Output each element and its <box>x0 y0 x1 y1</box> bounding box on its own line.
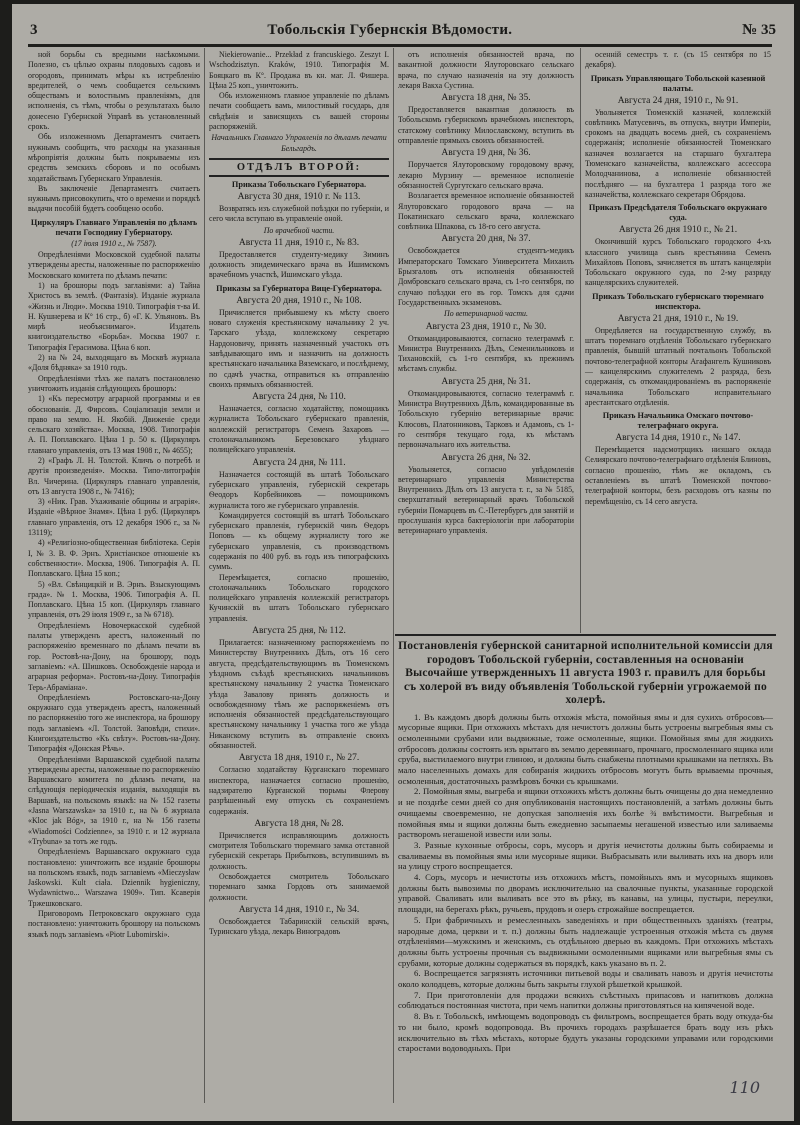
paragraph: Опредѣленіями Варшавской судебной палаты утверждены аресты, наложенные по распоряженію Варшавскаго комитета по дѣламъ печати, на слѣдующія періодическія изданія, выходящія въ Варшавѣ, на польскомъ языкѣ: на № 152 газеты «Jasna Warszawska» за 1910 г., на № 6 журнала «Kloc jak Bóg», за 1910 г., на № 156 газеты «Wiadomości Codzienne», за 1910 г. и 12 журнала «Trybuna» за тотъ же годъ. <box>28 754 200 846</box>
regulation-paragraph: 2. Помойныя ямы, выгреба и ящики отхожихъ мѣстъ должны быть очищены до дна немедленно и не позднѣе семи дней со дня опубликованія настоящихъ постановленій, а затѣмъ должны быть очищаемы своевременно, не допуская заполненія ихъ болѣе ¾ вмѣстимости. Выгребныя и помойныя ямы и ящики должны быть ежедневно засыпаемы негашеной известью или заливаемы растворомъ негашеной извести или золы. <box>398 786 773 840</box>
regulation-paragraph: 6. Воспрещается загрязнять источники питьевой воды и сваливать навозъ и другія нечистоты около колодцевъ, которые должны быть закрыты глухой рѣшеткой крышкой. <box>398 968 773 990</box>
section-heading: Приказъ Предсѣдателя Тобольскаго окружнаго суда. <box>588 203 768 223</box>
paragraph: Откомандировываются, согласно телеграммѣ г. Министра Внутреннихъ Дѣлъ, командированные въ Тобольскую губернію ветеринарные врачи: Клюсовъ, Платонниковъ, Тарковъ и Адамовъ, съ 1-го сентября текущаго года, къ мѣстамъ первоначальнаго ихъ жительства. <box>398 388 574 450</box>
paragraph: Увольняется Тюменскій казначей, коллежскій совѣтникъ Матусевичъ, въ отпускъ, внутри Имперіи, срокомъ на двадцать восемь дней, съ сохраненіемъ содержанія; исполненіе обязанностей Тюменскаго казначея возлагается на старшаго бухгалтера Тюменскаго казначейства, коллежскаго ассессора Молодчанинова, а исполненіе обязанностей послѣдняго — на бухгалтера 1 разряда того же казначейства, коллежскаго секретаря Обрядова. <box>585 107 771 199</box>
order-date: Августа 18 дня, 1910 г., № 27. <box>238 753 360 764</box>
paragraph: Поручается Ялуторовскому городовому врачу, лекарю Мурзину — временное исполненіе обязанностей Сургутскаго сельскаго врача. <box>398 160 574 190</box>
paragraph: 4) «Религіозно-общественная библіотека. Серія I, № 3. В. Ф. Эрнъ. Христіанское отношеніе къ собственности». Москва, 1906. Типографія А. П. Поплавскаго. Цѣна 15 коп.; <box>28 538 200 579</box>
order-date: Августа 19 дня, № 36. <box>441 148 531 159</box>
newspaper-title: Тобольскія Губернскія Вѣдомости. <box>267 21 513 38</box>
column-divider <box>393 48 394 1103</box>
italic-subheading: По ветеринарной части. <box>444 309 528 319</box>
italic-subheading: (17 іюля 1910 г., № 7587). <box>71 238 157 248</box>
order-date: Августа 24 дня, № 111. <box>252 457 346 468</box>
paragraph: ной борьбы съ вредными насѣкомыми. Полезно, съ цѣлью охраны плодовыхъ садовъ и огородовъ, принимать мѣры къ истребленію вредителей, о чемъ сообщается сельскимъ обществамъ и волостнымъ правленіямъ, для исполненія, съ тѣмъ, чтобы о результатахъ было донесено Губернской Управѣ въ установленный срокъ. <box>28 50 200 132</box>
paragraph: 5) «Вл. Свѣнцицкій и В. Эрнъ. Взыскующимъ града». № 1. Москва, 1906. Типографія А. П. Поплавскаго. Цѣна 15 коп. (Циркуляръ главнаго управленія, отъ 29 іюля 1909 г., за № 6718). <box>28 579 200 620</box>
order-date: Августа 25 дня, № 31. <box>441 376 531 387</box>
regulation-paragraph: 1. Въ каждомъ дворѣ должны быть отхожія мѣста, помойныя ямы и для сухихъ отбросовъ—мусорные ящики. При отхожихъ мѣстахъ для нечистотъ должны быть устроены выгребныя ямы съ осмоленными срубами или выдвижные, тоже осмоленные, ящики. Помойныя ямы для жидкихъ отбросовъ должны состоять изъ врытаго въ землю деревяннаго, прочнаго, просмоленнаго ящика или сруба, выстилаемого внутри глиною, и должны быть снабжены плотными крышками на петляхъ. Въ мало населенныхъ домахъ для собиранія жидкихъ отбросовъ могутъ быть врываемы прочныя, осмоленныя, достаточныхъ размѣровъ бочки съ крышками. <box>398 711 773 786</box>
paragraph: 2) на № 24, выходящаго въ Москвѣ журнала «Доля бѣдняка» за 1910 годъ. <box>28 353 200 373</box>
order-date: Августа 24 дня, № 110. <box>252 392 346 403</box>
regulation-paragraph: 7. При приготовленіи для продажи всякихъ съѣстныхъ припасовъ и напитковъ должна соблюдаться постоянная чистота, при чемъ напитки должны приготовляться на кипяченой воде. <box>398 989 773 1011</box>
paragraph: Назначается, согласно ходатайству, помощникъ журналиста Тобольскаго губернскаго правленія, коллежскій регистраторъ Семенъ Захаровъ — столоначальникомъ Березовскаго уѣзднаго полицейскаго управленія. <box>209 404 389 455</box>
paragraph: Niekierowanie... Przekład z francuskiego. Zeszyt I. Wschodzisztyn. Kraków, 1910. Типографія М. Бояцкаго въ К°. Продажа въ кн. маг. Л. Фишера. Цѣна 25 коп., уничтожить. <box>209 50 389 90</box>
header-rule <box>28 44 772 47</box>
column-divider <box>580 48 581 633</box>
paragraph: Окончившій курсъ Тобольскаго городского 4-хъ классного училища сынъ крестьянина Семенъ Михайловъ Поповъ, зачисляется въ штатъ канцеляріи Тобольскаго окружного суда, по 2-му разряду канцелярскихъ служителей. <box>585 237 771 288</box>
paragraph: Увольняется, согласно увѣдомленія ветеринарнаго управленія Министерства Внутреннихъ Дѣлъ отъ 13 августа т. г., за № 5185, сверхштатный ветеринарный врачъ Тобольской губерніи Помарцевъ въ С.-Петербургъ для занятій и прослушанія курса бактеріологіи при лабораторіи ветеринарнаго управленія. <box>398 464 574 536</box>
paragraph: Предоставляется вакантная должность въ Тобольскомъ губернскомъ врачебномъ инспекторъ, статскому совѣтнику Милославскому, вступить въ отправленіе прямыхъ своихъ обязанностей. <box>398 105 574 146</box>
section-heading: Приказы за Губернатора Вице-Губернатора. <box>216 283 382 293</box>
department-heading: ОТДѢЛЪ ВТОРОЙ: <box>209 158 389 177</box>
regulation-paragraph: 5. При фабричныхъ и ремесленныхъ заведеніяхъ и при общественныхъ зданіяхъ (театры, народные дома, церкви и т. п.) должны быть надлежащіе устроенныя отхожія мѣста съ двумя отдѣленіями—мужскимъ и женскимъ, съ отдѣльною дверью въ каждомъ. При отхожихъ мѣстахъ должны быть устроены прочныя съ выдвижными осмоленными ящиками или выгребныя ямы съ срубами, которые должны содержаться въ порядкѣ, какъ указано въ п. 2. <box>398 914 773 968</box>
paragraph: 1) «Къ пересмотру аграрной программы и ея обоснованія. Д. Фирсовъ. Соціализація земли и право на землю. Н. Якобій. Движеніе среди сельскаго хозяйства». Москва, 1908. Типографія А. П. Поплавскаго. Цѣна 1 р. 50 к. (Циркуляръ главнаго управленія, отъ 13 мая 1908 г., № 4655); <box>28 394 200 455</box>
column-3 <box>398 50 574 537</box>
regulation-list <box>398 712 773 1055</box>
paragraph: Опредѣляется на государственную службу, въ штатъ тюремнаго отдѣленія Тобольскаго губернскаго правленія, бывшій штатный почтальонъ Тобольской почтово-телеграфной конторы Агафангелъ Кушниковъ — канцелярскимъ служителемъ 2 разряда, безъ содержанія, съ откомандированіемъ въ распоряженіе начальника Тобольскаго исправительнаго арестантскаго отдѣленія. <box>585 325 771 407</box>
column-4 <box>585 50 771 507</box>
order-date: Августа 20 дня, 1910 г., № 108. <box>236 295 362 306</box>
order-date: Августа 25 дня, № 112. <box>252 626 346 637</box>
paragraph: Согласно ходатайству Курганскаго тюремнаго инспектора, назначается согласно прошенію, надзирателю Курганской тюрьмы Флерову разрѣшенный ему отпускъ съ сохраненіемъ содержанія. <box>209 765 389 816</box>
paragraph: Обь изложенномъ главное управленіе по дѣламъ печати сообщаетъ вамъ, милостивый государь, для свѣдѣнія и зависящихъ съ вашей стороны распоряженій. <box>209 91 389 132</box>
paragraph: 2) «Графъ Л. Н. Толстой. Кличъ о потребѣ и другія произведенія». Москва. Типо-литографія Вл. Чичерина. (Циркуляръ главнаго управленія, отъ 13 августа 1908 г., № 7416); <box>28 455 200 496</box>
paragraph: Назначается состоящій въ штатѣ Тобольскаго губернскаго управленія, губернскій секретарь Ѳеодоръ Корбейниковъ — помощникомъ журналиста того же губернскаго управленія. <box>209 469 389 510</box>
paragraph: 1) на брошюры подъ заглавіями: а) Тайна Христосъ въ землѣ. (Фантазія). Изданіе журнала «Жизнь и Люди». Москва 1910. Типографія т-ва И. Н. Кушнерева и К° 16 стр., б) «Г. К. Ульяновъ. Въ мирѣ необъяснимаго». Издатель книгоиздательство «Борьба». Москва 1907 г. Типографія Герасимова. Цѣна 6 коп. <box>28 280 200 352</box>
column-1 <box>28 50 200 940</box>
order-date: Августа 26 дня 1910 г., № 21. <box>618 225 738 236</box>
regulation-paragraph: 8. Въ г. Тобольскѣ, имѣющемъ водопроводъ съ фильтромъ, воспрещается брать воду откуда-бы то ни было, кромѣ водопровода. Въ прочихъ городахъ разрѣшается брать воду изъ рѣкъ исключительно въ тѣхъ мѣстахъ, которые будутъ указаны городскими управами или городскими старостами водоводныхъ. При <box>398 1011 773 1054</box>
paragraph: Возвратясь изъ служебной поѣздки по губерніи, и сего числа вступаю въ управленіе оной. <box>209 203 389 224</box>
paragraph: Прилагается: назначенному распоряженіемъ по Министерству Внутреннихъ Дѣлъ, отъ 16 сего августа, предсѣдательствующимъ въ Тюменскомъ уѣздномъ съѣздѣ крестьянскихъ начальниковъ крестьянскому начальнику 2 участка Тюменскаго уѣзда Завалову принять должность и освобожденному тѣмъ же распоряженіемъ отъ исполненія обязанностей предсѣдательствующаго крестьянскому начальнику 1 участка того же уѣзда Никанскому вступить въ отправленіе своихъ обязанностей. <box>209 638 389 751</box>
section-heading: Приказъ Тобольскаго губернскаго тюремнаго инспектора. <box>592 291 764 311</box>
italic-subheading: Начальникъ Главнаго Управленія по дѣламъ печати Бельгардъ. <box>211 133 387 153</box>
paragraph: Предоставляется студенту-медику Зиминъ должность эпидемическаго врача въ Ишимскомъ врачебномъ участкѣ, Ишимскаго уѣзда. <box>209 249 389 280</box>
sanitary-title: Постановленія губернской санитарной исполнительной комиссіи для городовъ Тобольской губерніи, составленныя на основаніи Высочайше утвержденныхъ 11 августа 1903 г. правилъ для борьбы съ холерой въ виду объявленія Тобольской губерніи угрожаемой по холерѣ. <box>398 640 773 706</box>
section-heading: Приказъ Управляющаго Тобольской казенной палаты. <box>590 73 766 93</box>
paragraph: Освобождается Табаринскій сельскій врачъ, Туринскаго уѣзда, лекарь Виноградовъ <box>209 916 389 937</box>
paragraph: Причисляется прибывшему къ мѣсту своего новаго служенія крестьянскому начальнику 2 уч. Тарскаго уѣзда, коллежскому секретарю Нардоновичу, принять назначенный участокъ отъ завѣдывающаго имъ и назначить на должность крестьянскаго начальника Вяземскаго, и послѣднему, по сдачѣ участка, отправиться къ отправленію своихъ прямыхъ обязанностей. <box>209 307 389 389</box>
paragraph: Опредѣленіемъ Варшавскаго окружнаго суда постановлено: уничтожить все изданіе брошюры на польскомъ языкѣ, подъ заглавіемъ «Mieczysław Jaśkowski. Kult ciała. Dziennik hygieniczny, Wydawnictwo... Warszawa 1909». Тип. Ксаверія Тржешковскаго. <box>28 847 200 908</box>
paragraph: Командируется состоящій въ штатѣ Тобольскаго губернскаго правленія, губернскій чинъ Ѳедоръ Поповъ — къ общему журналисту того же губернскаго управленія, съ производствомъ содержанія по 400 руб. въ годъ изъ типографскихъ суммъ. <box>209 510 389 572</box>
paragraph: Въ заключеніе Департаментъ считаетъ нужнымъ присовокупить, что о времени и порядкѣ выдачи пособій будетъ сообщено особо. <box>28 183 200 214</box>
section-heading: Приказъ Начальника Омскаго почтово-телеграфнаго округа. <box>602 411 754 431</box>
paragraph: 3) «Ник. Грав. Ухаживаніе общины и аграрія». Изданіе «Вѣрное Знамя». Цѣна 1 руб. (Циркуляръ главнаго управленія, отъ 12 декабря 1906 г., за № 13119); <box>28 497 200 538</box>
regulation-paragraph: 3. Разные кухонные отбросы, соръ, мусоръ и другія нечистоты должны быть собираемы и сваливаемы въ помойныя ямы или мусорные ящики. Выбрасывать или выливать ихъ на дворъ или на улицу строго воспрещается. <box>398 839 773 872</box>
order-date: Августа 23 дня, 1910 г., № 30. <box>425 321 547 332</box>
order-date: Августа 14 дня, 1910 г., № 34. <box>238 904 360 915</box>
masthead <box>30 16 776 44</box>
order-date: Августа 18 дня, № 28. <box>254 818 344 829</box>
issue-number: № 35 <box>742 21 776 38</box>
page-number: 3 <box>30 21 38 38</box>
order-date: Августа 30 дня, 1910 г. № 113. <box>237 191 361 202</box>
regulation-paragraph: 4. Соръ, мусоръ и нечистоты изъ отхожихъ мѣстъ, помойныхъ ямъ и мусорныхъ ящиковъ должны быть вывозимы по дворамъ исключительно на свалочные пункты, указанные городской управой. Сваливать или выливать все это въ рѣку, въ канавы, на улицы, пустыри, переулки, площади, на берегахъ рѣкъ, ручьевъ, прудовъ и озеръ строжайше воспрещается. <box>398 872 773 915</box>
paragraph: Приговоромъ Петроковскаго окружнаго суда постановлено: уничтожить брошюру на польскомъ языкѣ подъ заглавіемъ «Piotr Lubomirski». <box>28 909 200 939</box>
column-2 <box>209 50 389 937</box>
order-date: Августа 20 дня, № 37. <box>441 234 531 245</box>
paragraph: Освобождается студентъ-медикъ Императорскаго Томскаго Университета Михаилъ Брызгаловъ отъ исполненія обязанностей Домбровскаго сельскаго врача, съ 1-го сентября, по случаю поѣздки его въ гор. Томскъ для сдачи Государственныхъ экзаменовъ. <box>398 246 574 307</box>
paragraph: Перемѣщается, согласно прошенію, столоначальникъ Тобольскаго городского полицейскаго управленія коллежскій регистраторъ Кучинскій въ штатъ Тобольскаго губернскаго управленія. <box>209 572 389 623</box>
order-date: Августа 24 дня, 1910 г., № 91. <box>617 95 739 106</box>
sanitary-regulations <box>398 640 773 1054</box>
paragraph: осенній семестръ т. г. (съ 15 сентября по 15 декабря). <box>585 50 771 70</box>
italic-subheading: По врачебной части. <box>263 225 335 235</box>
paragraph: отъ исполненія обязанностей врача, по вакантной должности Ялуторовскаго сельскаго врача, по случаю назначенія на эту должность лекаря Вакха Сустина. <box>398 50 574 90</box>
paragraph: Освобождается смотритель Тобольскаго тюремнаго замка Гордовъ отъ занимаемой должности. <box>209 872 389 902</box>
order-date: Августа 18 дня, № 35. <box>441 93 531 104</box>
section-heading: Приказы Тобольскаго Губернатора. <box>231 179 367 189</box>
section-rule <box>395 634 776 636</box>
order-date: Августа 21 дня, 1910 г., № 19. <box>617 313 739 324</box>
order-date: Августа 26 дня, № 32. <box>441 452 531 463</box>
column-divider <box>204 48 205 1103</box>
paragraph: Причисляется исправляющимъ должность смотрителя Тобольскаго тюремнаго замка отставной губернскій секретарь Прибытковъ, вступившимъ въ должность. <box>209 830 389 871</box>
paragraph: Опредѣленіемъ Новочеркасской судебной палаты утвержденъ арестъ, наложенный по распоряженію временнаго по дѣламъ печати въ гор. Ростовѣ-на-Дону, на брошюру, подъ заглавіемъ: «А. Шишковъ. Освобожденіе народа и аграрная реформа». Ростовъ-на-Дону. Типографія Терь-Абраміана». <box>28 620 200 692</box>
order-date: Августа 11 дня, 1910 г., № 83. <box>238 237 360 248</box>
paragraph: Откомандировываются, согласно телеграммѣ г. Министра Внутреннихъ Дѣлъ, Семенильниковъ и Тихановскій, съ 1-го сентября, къ прежнимъ мѣстамъ службы. <box>398 333 574 374</box>
paragraph: Возлагается временное исполненіе обязанностей Ялуторовскаго городового врача — на Покатинскаго сельскаго врача, коллежскаго совѣтника Шпакова, съ 18-го сего августа. <box>398 191 574 232</box>
handwritten-page-note: 110 <box>729 1078 760 1097</box>
section-heading: Циркуляръ Главнаго Управленія по дѣламъ печати Господину Губернатору. <box>30 217 198 237</box>
paragraph: Обь изложенномъ Департаментъ считаетъ нужнымъ сообщить, что расходы на указанныя мѣропріятія должны быть покрываемы изъ средствъ земскихъ сборовъ и по особымъ ходатайствамъ Губернскаго Управленія. <box>28 132 200 183</box>
paragraph: Перемѣщается надсмотрщикъ низшаго оклада Селиярскаго почтово-телеграфнаго отдѣленія Блиновъ, согласно прошенію, тѣмъ же окладомъ, съ оставленіемъ въ штатѣ Тюменской почтово-телеграфной конторы, безъ расходовъ отъ казны по перемѣщенію, съ 14 сего августа. <box>585 445 771 506</box>
paragraph: Опредѣленіемъ Ростовскаго-на-Дону окружнаго суда утвержденъ арестъ, наложенный по распоряженію того же инспектора, на брошюру подъ заглавіемъ «Л. Толстой. Заповѣди, стихи». Книгоиздательство «Къ свѣту». Ростовъ-на-Дону. Типографія «Донская Рѣчь». <box>28 692 200 754</box>
order-date: Августа 14 дня, 1910 г., № 147. <box>615 433 741 444</box>
paragraph: Опредѣленіями тѣхъ же палатъ постановлено уничтожить изданія слѣдующихъ брошюръ: <box>28 373 200 393</box>
paragraph: Опредѣленіями Московской судебной палаты утверждены аресты, наложенные по распоряженію Московскаго комитета по дѣламъ печати: <box>28 250 200 280</box>
